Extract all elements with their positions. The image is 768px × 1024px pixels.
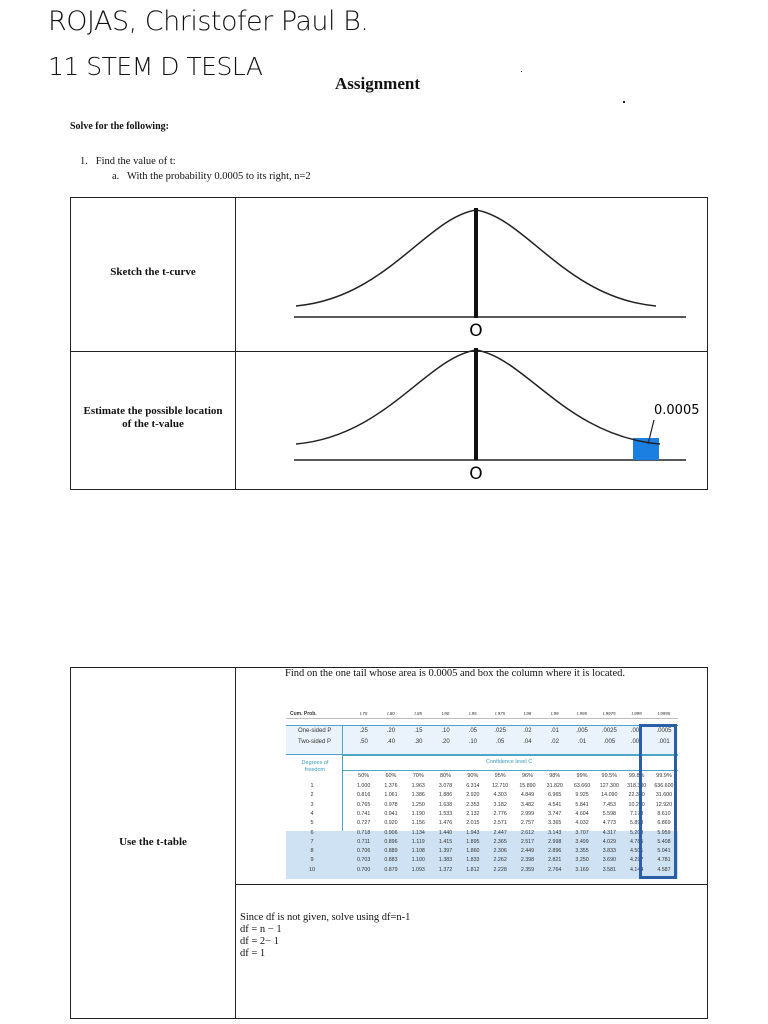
conf-level-cell: 90% bbox=[467, 773, 479, 779]
conf-level-label: Confidence level C bbox=[486, 759, 533, 765]
student-name: ROJAS, Christofer Paul B. bbox=[48, 6, 369, 37]
table-cell: 3.747 bbox=[548, 810, 562, 817]
table-cell: 3.355 bbox=[575, 848, 589, 855]
table-cell: 1.134 bbox=[411, 829, 425, 836]
table-cell: 318.300 bbox=[627, 783, 647, 789]
header-col: t.9975 bbox=[603, 711, 616, 716]
table-cell: 1.119 bbox=[411, 838, 425, 845]
table-cell: 2.015 bbox=[466, 820, 480, 827]
sketch-label: Sketch the t-curve bbox=[110, 266, 196, 278]
two-sided-cell: .20 bbox=[441, 739, 450, 745]
table-cell: 0.718 bbox=[357, 829, 371, 836]
table-cell: 636.600 bbox=[654, 783, 674, 789]
one-sided-cell: .0025 bbox=[601, 728, 617, 734]
table-cell: 1.638 bbox=[438, 801, 453, 808]
table-cell: 0.706 bbox=[357, 848, 371, 855]
table-cell: 2.571 bbox=[493, 820, 507, 827]
header-col: t.85 bbox=[414, 711, 422, 716]
table-cell: 0.765 bbox=[357, 801, 371, 808]
table-cell: 1.440 bbox=[438, 829, 453, 836]
two-sided-cell: .05 bbox=[495, 739, 505, 745]
table-cell: 5.959 bbox=[657, 829, 671, 836]
conf-level-cell: 99% bbox=[576, 773, 588, 779]
table-cell: 2.920 bbox=[466, 792, 480, 799]
table-cell: 2.306 bbox=[493, 848, 507, 855]
table-cell: 2.896 bbox=[548, 848, 562, 855]
ttable-instruction: Find on the one tail whose area is 0.0005 and box the column where it is located. bbox=[285, 668, 626, 679]
table-cell: 4.144 bbox=[630, 866, 644, 873]
table-cell: 22.330 bbox=[628, 792, 645, 799]
table-cell: 31.600 bbox=[655, 792, 673, 799]
two-sided-cell: .04 bbox=[523, 739, 532, 745]
table-cell: 1.476 bbox=[438, 820, 453, 827]
one-sided-cell: .02 bbox=[523, 728, 532, 734]
table-cell: 2.398 bbox=[520, 857, 535, 864]
table-cell: 2.359 bbox=[520, 866, 535, 873]
table-cell: 5.598 bbox=[602, 810, 616, 817]
table-cell: 1.886 bbox=[438, 792, 453, 799]
table-cell: 3.690 bbox=[602, 857, 616, 864]
question-1 bbox=[80, 156, 176, 167]
table-cell: 0.889 bbox=[384, 848, 398, 855]
one-sided-label: One-sided P bbox=[298, 728, 332, 734]
table-cell: 7.173 bbox=[630, 810, 644, 817]
table-cell: 3.365 bbox=[548, 820, 562, 827]
table-cell: 7.453 bbox=[602, 801, 616, 808]
table-cell: 4.297 bbox=[630, 857, 644, 864]
table-cell: 2.449 bbox=[520, 848, 535, 855]
table-cell: 1.000 bbox=[357, 783, 371, 789]
table-cell: 1.250 bbox=[411, 801, 425, 808]
conf-level-cell: 99.5% bbox=[601, 773, 618, 779]
table-cell: 3.833 bbox=[602, 848, 616, 855]
table-cell: 1.190 bbox=[411, 810, 425, 817]
table-cell: 8.610 bbox=[657, 810, 671, 817]
one-sided-cell: .25 bbox=[359, 728, 368, 734]
t-table-image bbox=[286, 707, 678, 879]
table-cell: 0.700 bbox=[357, 866, 371, 873]
center-line bbox=[474, 208, 478, 318]
table-cell: 0.703 bbox=[357, 857, 371, 864]
header-col: t.9995 bbox=[657, 711, 671, 716]
table-cell: 1.533 bbox=[438, 810, 453, 817]
two-sided-cell: .01 bbox=[577, 739, 587, 745]
two-sided-cell: .02 bbox=[550, 739, 559, 745]
table-cell: 4.785 bbox=[630, 838, 644, 845]
table-cell: 3.182 bbox=[493, 801, 507, 808]
header-col: t.75 bbox=[359, 711, 368, 716]
conf-level-cell: 99.8% bbox=[628, 773, 645, 779]
center-label-2: O bbox=[469, 464, 483, 484]
table-cell: 6.965 bbox=[548, 792, 562, 799]
table-cell: 1.812 bbox=[466, 866, 480, 873]
header-col: t.975 bbox=[495, 711, 506, 716]
student-section: 11 STEM D TESLA bbox=[48, 52, 263, 81]
table-cell: 3.078 bbox=[438, 783, 453, 789]
conf-level-cell: 99.9% bbox=[656, 773, 672, 779]
table-cell: 2.764 bbox=[548, 866, 562, 873]
table-cell: 0.978 bbox=[384, 801, 398, 808]
table-cell: 2.228 bbox=[493, 866, 507, 873]
table-cell: 3.169 bbox=[575, 866, 589, 873]
df-cell: 5 bbox=[310, 820, 314, 827]
area-label: 0.0005 bbox=[654, 403, 700, 418]
table-cell: 2.612 bbox=[520, 829, 535, 836]
question-1a bbox=[112, 171, 311, 182]
table-cell: 1.372 bbox=[438, 866, 453, 873]
df-cell: 9 bbox=[310, 857, 314, 864]
table-cell: 5.841 bbox=[575, 801, 589, 808]
table-cell: 1.061 bbox=[384, 792, 398, 799]
use-ttable-label: Use the t-table bbox=[119, 836, 187, 848]
table-cell: 1.963 bbox=[411, 783, 425, 789]
df-cell: 6 bbox=[310, 829, 314, 836]
table-cell: 2.447 bbox=[493, 829, 507, 836]
table-cell: 4.032 bbox=[575, 820, 589, 827]
table-cell: 1.376 bbox=[384, 783, 398, 789]
table-cell: 1.943 bbox=[466, 829, 480, 836]
one-sided-cell: .20 bbox=[386, 728, 396, 734]
conf-level-cell: 60% bbox=[385, 773, 397, 779]
table-cell: 2.365 bbox=[493, 838, 507, 845]
df-cell: 1 bbox=[310, 783, 314, 789]
one-sided-cell: .025 bbox=[494, 728, 506, 734]
table-cell: 2.757 bbox=[520, 820, 535, 827]
table-cell: 4.781 bbox=[657, 857, 671, 864]
df-cell: 10 bbox=[308, 866, 316, 873]
header-col: t.995 bbox=[577, 711, 588, 716]
two-sided-cell: .40 bbox=[386, 739, 396, 745]
table-rule bbox=[286, 718, 678, 719]
table-cell: 1.386 bbox=[411, 792, 425, 799]
table-cell: 4.849 bbox=[520, 792, 535, 799]
rule bbox=[342, 755, 678, 756]
table-cell: 0.883 bbox=[384, 857, 398, 864]
table-cell: 15.890 bbox=[519, 783, 536, 789]
table-cell: 5.893 bbox=[630, 820, 644, 827]
table-cell: 4.587 bbox=[657, 866, 671, 873]
table-cell: 1.108 bbox=[411, 848, 425, 855]
table-cell: 12.920 bbox=[655, 801, 673, 808]
solution-line: df = n − 1 bbox=[240, 924, 282, 935]
table-cell: 0.727 bbox=[357, 820, 371, 827]
two-sided-label: Two-sided P bbox=[298, 739, 332, 745]
solution-line: Since df is not given, solve using df=n-1 bbox=[240, 912, 411, 923]
table-cell: 0.906 bbox=[384, 829, 398, 836]
solution-line: df = 1 bbox=[240, 948, 266, 959]
conf-level-cell: 70% bbox=[412, 773, 424, 779]
table-cell: 0.920 bbox=[384, 820, 398, 827]
table-cell: 0.711 bbox=[357, 838, 371, 845]
table-cell: 0.816 bbox=[357, 792, 371, 799]
table-cell: 2.998 bbox=[548, 838, 562, 845]
table-cell: 1.100 bbox=[411, 857, 425, 864]
question-text: Find the value of t: bbox=[95, 156, 176, 167]
table-cell: 0.879 bbox=[384, 866, 398, 873]
table-cell: 1.415 bbox=[438, 838, 453, 845]
sub-text: With the probability 0.0005 to its right, n=2 bbox=[126, 171, 311, 182]
table-cell: 1.895 bbox=[466, 838, 480, 845]
one-sided-cell: .05 bbox=[468, 728, 477, 734]
header-col: t.999 bbox=[631, 711, 642, 716]
table-cell: 5.208 bbox=[630, 829, 644, 836]
two-sided-cell: .10 bbox=[468, 739, 477, 745]
table-cell: 0.741 bbox=[357, 810, 371, 817]
table-cell: 1.093 bbox=[411, 866, 425, 873]
table-cell: 3.482 bbox=[520, 801, 535, 808]
curves-figure bbox=[236, 198, 707, 490]
two-sided-cell: .30 bbox=[414, 739, 423, 745]
df-cell: 8 bbox=[310, 848, 314, 855]
sub-letter: a. bbox=[112, 171, 120, 182]
header-col: t.95 bbox=[469, 711, 477, 716]
page-title: Assignment bbox=[335, 74, 421, 93]
row-divider-2 bbox=[235, 884, 708, 885]
table-cell: 4.541 bbox=[548, 801, 562, 808]
center-label: O bbox=[469, 321, 483, 341]
df-cell: 2 bbox=[310, 792, 314, 799]
table-cell: 1.156 bbox=[411, 820, 425, 827]
tail-area bbox=[633, 438, 659, 460]
estimate-label: Estimate the possible location of the t-value bbox=[83, 405, 223, 430]
solution-line: df = 2− 1 bbox=[240, 936, 279, 947]
table-cell: 1.833 bbox=[466, 857, 480, 864]
table-cell: 10.210 bbox=[628, 801, 645, 808]
conf-level-cell: 80% bbox=[440, 773, 452, 779]
table-cell: 4.029 bbox=[602, 838, 616, 845]
table-cell: 2.999 bbox=[520, 810, 535, 817]
cum-prob-label: Cum. Prob. bbox=[290, 711, 317, 717]
one-sided-cell: .0005 bbox=[656, 728, 672, 734]
header-col: t.99 bbox=[550, 711, 559, 716]
rule bbox=[342, 770, 678, 771]
table-cell: 2.821 bbox=[548, 857, 562, 864]
header-col: t.90 bbox=[441, 711, 450, 716]
table-cell: 1.397 bbox=[438, 848, 453, 855]
table-cell: 12.710 bbox=[492, 783, 509, 789]
table-cell: 127.300 bbox=[599, 783, 619, 789]
df-cell: 7 bbox=[310, 838, 314, 845]
table-cell: 31.820 bbox=[546, 783, 563, 789]
df-cell: 4 bbox=[310, 810, 314, 817]
stray-dot bbox=[623, 101, 625, 103]
one-sided-cell: .10 bbox=[441, 728, 450, 734]
table-cell: 5.408 bbox=[657, 838, 671, 845]
table-cell: 2.132 bbox=[466, 810, 480, 817]
header-col: t.80 bbox=[387, 711, 395, 716]
table-cell: 63.660 bbox=[573, 783, 591, 789]
table-cell: 2.517 bbox=[520, 838, 535, 845]
two-sided-cell: .001 bbox=[658, 739, 670, 745]
column-divider-2 bbox=[235, 667, 236, 1019]
table-cell: 2.776 bbox=[493, 810, 507, 817]
table-cell: 4.773 bbox=[602, 820, 616, 827]
stray-dot bbox=[521, 71, 522, 72]
table-cell: 2.353 bbox=[466, 801, 480, 808]
conf-level-cell: 50% bbox=[358, 773, 370, 779]
table-cell: 6.869 bbox=[657, 820, 671, 827]
one-sided-cell: .15 bbox=[414, 728, 423, 734]
table-cell: 3.143 bbox=[548, 829, 562, 836]
two-sided-cell: .002 bbox=[630, 739, 643, 745]
df-label: Degrees of freedom bbox=[301, 760, 329, 773]
question-number: 1. bbox=[80, 156, 88, 167]
two-sided-cell: .50 bbox=[359, 739, 368, 745]
one-sided-cell: .01 bbox=[550, 728, 559, 734]
table-cell: 3.581 bbox=[602, 866, 616, 873]
conf-level-cell: 96% bbox=[521, 773, 533, 779]
table-cell: 14.090 bbox=[601, 792, 618, 799]
one-sided-cell: .001 bbox=[630, 728, 643, 734]
table-cell: 4.303 bbox=[493, 792, 507, 799]
table-cell: 5.041 bbox=[657, 848, 671, 855]
table-cell: 2.262 bbox=[493, 857, 507, 864]
table-cell: 0.941 bbox=[384, 810, 398, 817]
solution-text bbox=[240, 912, 410, 960]
two-sided-cell: .005 bbox=[603, 739, 616, 745]
table-cell: 9.925 bbox=[575, 792, 589, 799]
instructions: Solve for the following: bbox=[70, 121, 169, 132]
one-sided-cell: .005 bbox=[576, 728, 588, 734]
table-cell: 4.317 bbox=[602, 829, 616, 836]
table-cell: 4.501 bbox=[630, 848, 644, 855]
table-cell: 3.499 bbox=[575, 838, 589, 845]
header-col: t.98 bbox=[523, 711, 532, 716]
table-cell: 3.250 bbox=[575, 857, 589, 864]
conf-level-cell: 95% bbox=[494, 773, 506, 779]
conf-level-cell: 98% bbox=[549, 773, 561, 779]
table-cell: 4.604 bbox=[575, 810, 589, 817]
table-cell: 3.707 bbox=[575, 829, 589, 836]
table-cell: 1.383 bbox=[438, 857, 453, 864]
table-cell: 6.314 bbox=[466, 783, 480, 789]
df-cell: 3 bbox=[310, 801, 314, 808]
table-cell: 1.860 bbox=[466, 848, 480, 855]
highlighted-column-box bbox=[639, 724, 677, 879]
table-cell: 0.896 bbox=[384, 838, 398, 845]
center-line-2 bbox=[474, 348, 478, 460]
